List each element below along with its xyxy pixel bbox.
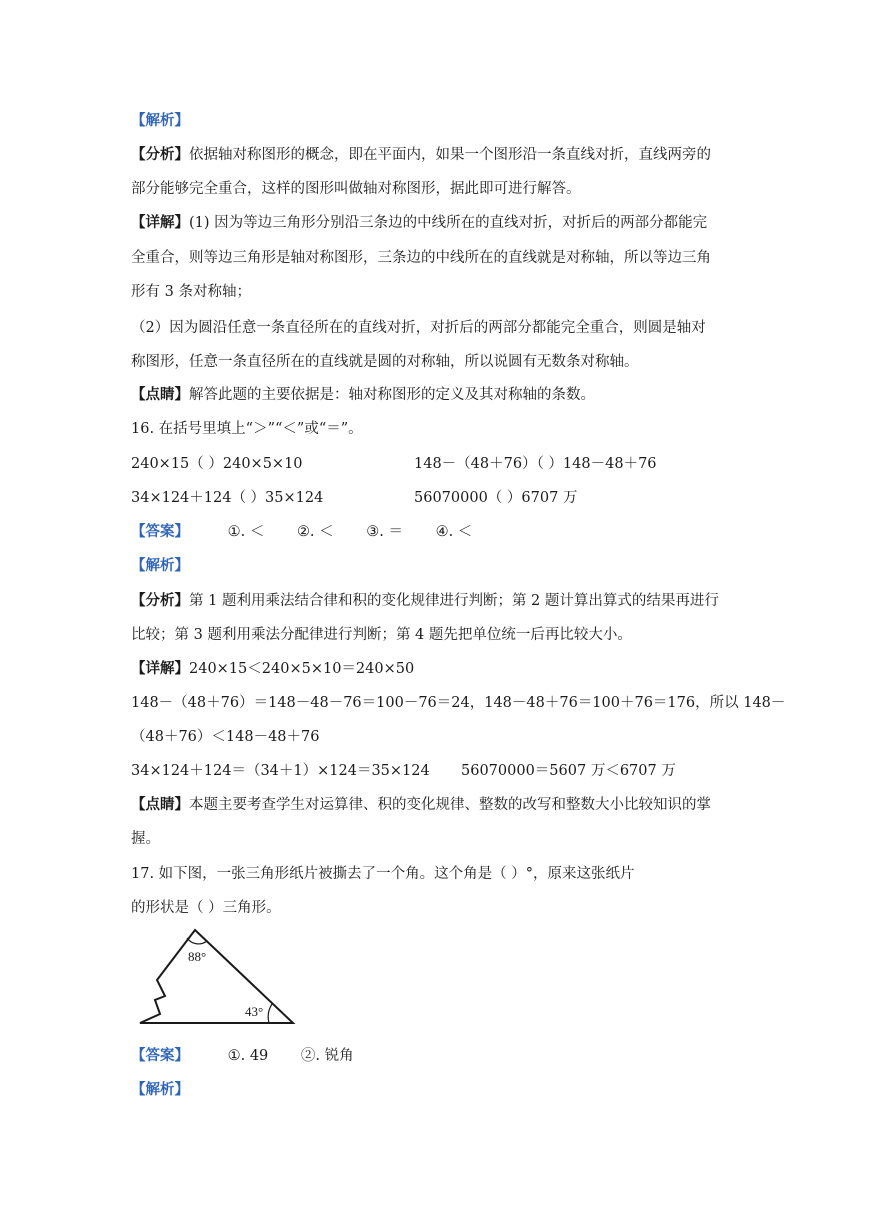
xiangjie-text: (1) 因为等边三角形分别沿三条边的中线所在的直线对折，对折后的两部分都能完 [189,215,708,231]
answer-tag: 【答案】 [131,523,189,540]
answer-tag: 【答案】 [131,1047,189,1064]
fenxi-tag: 【分析】 [131,592,189,609]
q16-row2-a: 34×124＋124（ ）35×124 [131,490,324,506]
q16-xiangjie-line2: 148－（48＋76）＝148－48－76＝100－76＝24，148－48＋76＝100＋76＝176，所以 148－ [131,695,786,711]
dianjing-text: 解答此题的主要依据是：轴对称图形的定义及其对称轴的条数。 [189,387,595,403]
q16-fenxi-line1 [131,591,719,611]
torn-triangle-figure [135,928,300,1028]
answer-2: ②. ＜ [296,524,334,540]
q16-fenxi-line2: 比较；第 3 题利用乘法分配律进行判断；第 4 题先把单位统一后再比较大小。 [131,627,632,643]
answer-2: ②. 锐角 [300,1048,354,1064]
q16-xiangjie-line4b: 56070000＝5607 万＜6707 万 [461,763,676,779]
fenxi-text: 第 1 题利用乘法结合律和积的变化规律进行判断；第 2 题计算出算式的结果再进行 [189,593,719,609]
q16-xiangjie-line4a: 34×124＋124＝（34＋1）×124＝35×124 [131,763,430,779]
q15-dianjing [131,385,595,405]
q16-dianjing-line2: 握。 [131,831,160,847]
answer-1: ①. 49 [227,1048,269,1064]
answer-4: ④. ＜ [435,524,473,540]
q17-jiexi-heading: 【解析】 [131,1081,189,1098]
xiangjie-tag: 【详解】 [131,660,189,677]
fenxi-tag: 【分析】 [131,146,189,163]
q15-xiangjie-line5: 称图形，任意一条直径所在的直线就是圆的对称轴，所以说圆有无数条对称轴。 [131,354,639,370]
xiangjie-text: 240×15＜240×5×10＝240×50 [189,661,415,677]
q15-xiangjie-line4: （2）因为圆沿任意一条直径所在的直线对折，对折后的两部分都能完全重合，则圆是轴对 [131,320,706,336]
q16-question: 16. 在括号里填上“＞”“＜”或“＝”。 [131,421,363,437]
q16-row1-b: 148－（48＋76）（ ）148－48＋76 [414,456,657,472]
q16-xiangjie-line1 [131,659,414,679]
q16-answer-line [131,522,472,542]
dianjing-tag: 【点睛】 [131,386,189,403]
q15-xiangjie-line3: 形有 3 条对称轴； [131,284,251,300]
q15-fenxi-line2: 部分能够完全重合，这样的图形叫做轴对称图形，据此即可进行解答。 [131,181,581,197]
q15-fenxi-line1 [131,145,711,165]
fenxi-text: 依据轴对称图形的概念，即在平面内，如果一个图形沿一条直线对折，直线两旁的 [189,147,711,163]
q16-jiexi-heading: 【解析】 [131,557,189,574]
q17-question-line1: 17. 如下图，一张三角形纸片被撕去了一个角。这个角是（ ）°，原来这张纸片 [131,866,635,882]
q15-xiangjie-line2: 全重合，则等边三角形是轴对称图形，三条边的中线所在的直线就是对称轴，所以等边三角 [131,250,711,266]
xiangjie-tag: 【详解】 [131,214,189,231]
q16-xiangjie-line3: （48＋76）＜148－48＋76 [131,729,320,745]
dianjing-tag: 【点睛】 [131,796,189,813]
q15-xiangjie-line1 [131,213,707,233]
answer-1: ①. ＜ [227,524,265,540]
answer-3: ③. ＝ [366,524,403,540]
angle-label-right: 43° [245,1004,264,1019]
q16-dianjing-line1 [131,795,711,815]
q17-answer-line [131,1046,354,1066]
q17-question-line2: 的形状是（ ）三角形。 [131,900,281,916]
q16-row1-a: 240×15（ ）240×5×10 [131,456,303,472]
angle-label-top: 88° [188,949,207,964]
q16-row2-b: 56070000（ ）6707 万 [414,490,578,506]
angle-arc-right [268,1004,272,1023]
q15-jiexi-heading: 【解析】 [131,112,189,129]
dianjing-text: 本题主要考查学生对运算律、积的变化规律、整数的改写和整数大小比较知识的掌 [189,797,711,813]
